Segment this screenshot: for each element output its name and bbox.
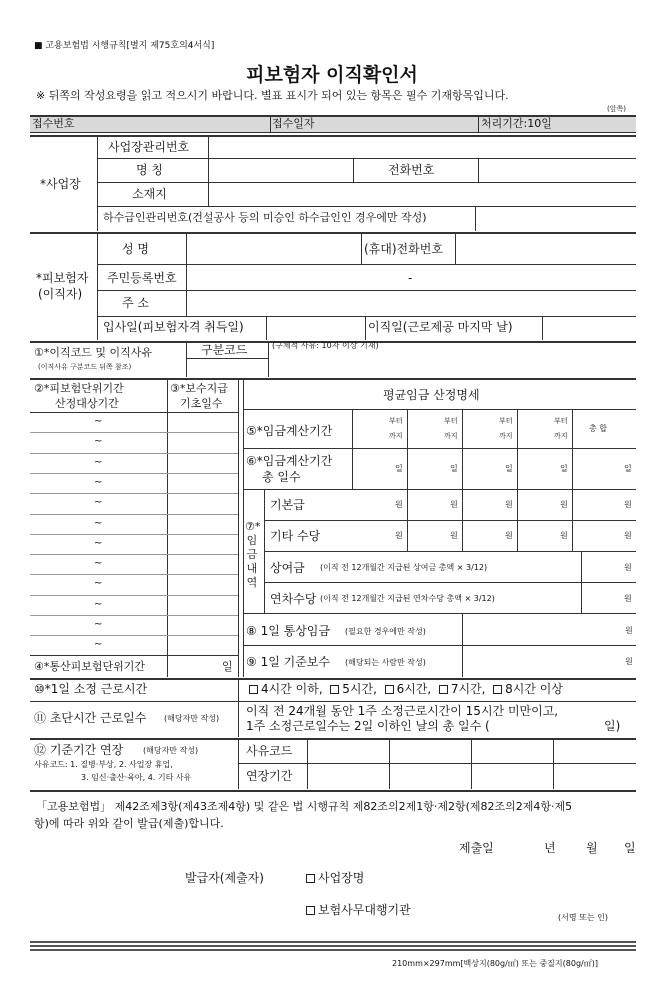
total-insured-period-unit: 일 [222,660,233,673]
insured-group-label: *피보험자 [36,271,89,285]
basic-pay-unit: 원 [450,500,458,509]
period-to: 까지 [444,432,458,440]
employer-name-label: 명 칭 [136,163,163,177]
signature-label: (서명 또는 인) [558,913,608,922]
short-hours-label: ⑪ 초단시간 근로일수 [34,711,147,725]
receipt-number: 접수번호 [32,117,75,130]
insured-period-row: ~ [94,456,103,468]
ordinary-wage-note: (필요한 경우에만 작성) [345,627,426,636]
work-hours-option-4[interactable]: 4시간 이하, [249,682,323,696]
law-reference: ■ 고용보험법 시행규칙[별지 제75호의4서식] [34,41,215,51]
insured-period-row: ~ [94,639,103,651]
work-hours-option-5[interactable]: 5시간, [330,682,377,696]
work-hours-option-8[interactable]: 8시간 이상 [493,682,563,696]
employer-group-label: *사업장 [40,177,81,191]
insured-period-row: ~ [94,619,103,630]
insured-period-row: ~ [94,558,103,570]
other-allowance-unit: 원 [624,531,632,540]
extend-period-label: 연장기간 [246,769,293,783]
issuer-employer-option[interactable]: 사업장명 [306,872,364,884]
ordinary-wage-label: ⑧ 1일 통상임금 [246,624,330,638]
period-to: 까지 [389,432,403,440]
legal-text-line2: 항)에 따라 위와 같이 발급(제출)합니다. [34,817,224,830]
reason-sublabel: (이직사유 구분코드 뒤쪽 참조) [38,363,132,371]
submit-date-label: 제출일 [459,841,494,855]
other-allowance-unit: 원 [560,531,568,540]
insured-rrn-dash: - [408,271,413,285]
bonus-note: (이직 전 12개월간 지급된 상여금 총액 × 3/12) [320,563,488,572]
ordinary-wage-unit: 원 [625,626,633,635]
issuer-label: 발급자(제출자) [185,871,264,885]
insured-period-row: ~ [94,537,103,549]
insured-period-row: ~ [94,416,103,427]
insured-period-row: ~ [94,476,103,488]
paper-spec: 210mm×297mm[백상지(80g/㎡) 또는 중질지(80g/㎡)] [392,959,598,968]
period-to: 까지 [499,432,513,440]
employer-phone-label: 전화번호 [388,163,435,177]
form-title: 피보험자 이직확인서 [246,64,418,86]
days-unit: 일 [624,464,632,473]
insured-name-label: 성 명 [122,242,149,256]
basic-pay-unit: 원 [560,500,568,509]
wage-detail-label: ⑦*임금내역 [245,520,261,589]
insured-period-row: ~ [94,578,103,590]
insured-period-row: ~ [94,497,103,509]
employer-mgmt-no-label: 사업장관리번호 [108,140,190,154]
period-from: 부터 [554,417,568,425]
extend-reason-code-label: 사유코드 [246,744,293,758]
period-from: 부터 [389,417,403,425]
extend-codes-line2: 3. 임신·출산·육아, 4. 기타 사유 [81,773,192,782]
short-hours-note: (해당자만 작성) [164,714,220,723]
join-date-label: 입사일(피보험자격 취득일) [103,320,244,334]
basic-pay-unit: 원 [395,500,403,509]
other-allowance-unit: 원 [395,531,403,540]
days-unit: 일 [395,464,403,473]
extend-codes-line1: 사유코드: 1. 질병·부상, 2. 사업장 휴업, [34,760,173,769]
bonus-label: 상여금 [270,561,305,575]
days-unit: 일 [450,464,458,473]
submit-day-label: 일 [624,841,636,855]
annual-leave-label: 연차수당 [270,592,317,606]
receipt-date: 접수일자 [272,117,315,130]
form-notice: ※ 뒤쪽의 작성요령을 읽고 적으시기 바랍니다. 별표 표시가 되어 있는 항목은 필수 기재항목입니다. [36,89,509,102]
insured-group-sublabel: (이직자) [38,287,83,301]
insured-period-row: ~ [94,517,103,529]
base-pay-unit: 원 [625,657,633,666]
subcontract-label: 하수급인관리번호(건설공사 등의 미승인 하수급인인 경우에만 작성) [103,211,427,224]
avg-wage-title: 평균임금 산정명세 [383,388,480,402]
other-allowance-label: 기타 수당 [270,529,321,543]
days-unit: 일 [505,464,513,473]
insured-address-label: 주 소 [122,296,149,310]
work-hours-options [249,683,563,695]
base-pay-note: (해당되는 사람만 작성) [345,658,426,667]
extend-note: (해당자만 작성) [143,746,199,755]
insured-rrn-label: 주민등록번호 [107,271,177,285]
basic-pay-unit: 원 [505,500,513,509]
short-hours-line1: 이직 전 24개월 동안 1주 소정근로시간이 15시간 미만이고, [246,704,559,718]
page-side: (앞쪽) [607,105,626,113]
reason-code-label: 구분코드 [201,343,248,357]
extend-label: ⑫ 기준기간 연장 [34,743,124,757]
other-allowance-unit: 원 [450,531,458,540]
days-unit: 일 [560,464,568,473]
period-total: 총 합 [589,424,607,433]
total-insured-period-label: ④*통산피보험단위기간 [34,660,145,673]
wage-days-label: ⑥*임금계산기간 [246,454,333,468]
leave-date-label: 이직일(근로제공 마지막 날) [368,320,513,334]
pay-days-sublabel: 기초일수 [180,397,223,410]
short-hours-line2: 1주 소정근로일수는 2일 이하인 날의 총 일수 ( [246,719,490,733]
processing-period: 처리기간:10일 [481,117,552,130]
submit-month-label: 월 [586,841,598,855]
short-hours-line2-end: 일) [604,719,621,733]
work-hours-option-7[interactable]: 7시간, [439,682,486,696]
reason-detail-label: (구체적 사유: 10자 이상 기재) [272,341,379,350]
insured-period-row: ~ [94,436,103,448]
other-allowance-unit: 원 [505,531,513,540]
wage-days-sublabel: 총 일수 [262,470,301,484]
base-pay-label: ⑨ 1일 기준보수 [246,655,330,669]
insured-period-sublabel: 산정대상기간 [55,397,119,410]
work-hours-option-6[interactable]: 6시간, [385,682,432,696]
issuer-agent-option[interactable]: 보험사무대행기관 [306,904,411,916]
reason-label: ①*이직코드 및 이직사유 [34,346,152,359]
basic-pay-label: 기본급 [270,498,305,512]
basic-pay-unit: 원 [624,500,632,509]
submit-year-label: 년 [544,841,556,855]
work-hours-label: ⑩*1일 소정 근로시간 [34,682,148,696]
period-from: 부터 [499,417,513,425]
insured-period-row: ~ [94,598,103,610]
pay-days-label: ③*보수지급 [170,382,228,395]
insured-mobile-label: (휴대)전화번호 [364,242,443,256]
bonus-unit: 원 [624,563,632,572]
annual-leave-note: (이직 전 12개월간 지급된 연차수당 총액 × 3/12) [320,594,495,603]
annual-leave-unit: 원 [624,594,632,603]
employer-address-label: 소재지 [132,187,167,201]
insured-period-label: ②*피보험단위기간 [34,382,124,395]
period-to: 까지 [554,432,568,440]
wage-period-label: ⑤*임금계산기간 [246,424,333,438]
period-from: 부터 [444,417,458,425]
legal-text-line1: 「고용보험법」 제42조제3항(제43조제4항) 및 같은 법 시행규칙 제82조의2제1항·제2항(제82조의2제4항·제5 [36,800,573,813]
